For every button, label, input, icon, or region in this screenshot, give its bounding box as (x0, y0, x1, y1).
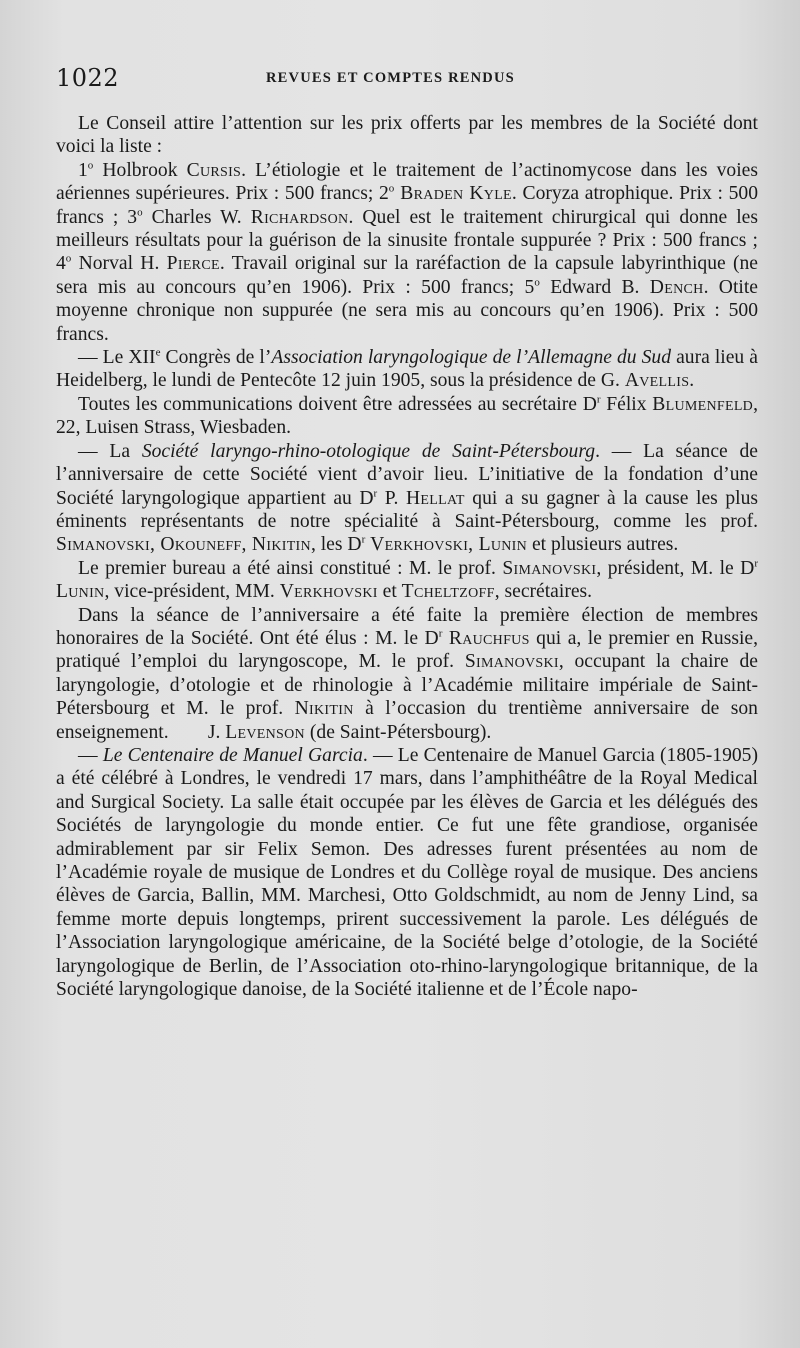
paragraph-centenaire-garcia: — Le Centenaire de Manuel Garcia. — Le Centenaire de Manuel Garcia (1805-1905) a été célébré à Londres, le vendredi 17 mars, dans l’amphithéâtre de la Royal Medical and Surgical Society. La salle était occupée par les élèves de Garcia et les délégués des Sociétés de laryngologie du monde entier. Ce fut une fête grandiose, organisée admirablement par sir Felix Semon. Des adresses furent présentées au nom de l’Académie royale de musique de Londres et du Collège royal de musique. Des anciens élèves de Garcia, Ballin, MM. Marchesi, Otto Goldschmidt, au nom de Jenny Lind, sa femme morte depuis longtemps, prirent successivement la parole. Les délégués de l’Association laryngologique américaine, de la Société belge d’otologie, de la Société laryngologique de Berlin, de l’Association oto-rhino-laryngologique britannique, de la Société laryngologique danoise, de la Société italienne et de l’École napo- (56, 744, 758, 1001)
paragraph-prize-list: 1$^o$ Holbrook Cursis. L’étiologie et le traitement de l’actinomycose dans les voies aériennes supérieures. Prix : 500 francs; 2$^o$ Braden Kyle. Coryza atrophique. Prix : 500 francs ; 3$^o$ Charles W. Richardson. Quel est le traitement chirurgical qui donne les meilleurs résultats pour la guérison de la sinusite frontale suppurée ? Prix : 500 francs ; 4$^o$ Norval H. Pierce. Travail original sur la raréfaction de la capsule labyrinthique (ne sera mis au concours qu’en 1906). Prix : 500 francs; 5$^o$ Edward B. Dench. Otite moyenne chronique non suppurée (ne sera mis au concours qu’en 1906). Prix : 500 francs. (56, 159, 759, 345)
page-number: 1022 (56, 64, 120, 92)
paragraph-membres-honoraires: Dans la séance de l’anniversaire a été faite la première élection de membres honoraires de la Société. Ont été élus : M. le $D^r$ Rauchfus qui a, le premier en Russie, pratiqué l’emploi du laryngoscope, M. le prof. Simanovski, occupant la chaire de laryngologie, d’otologie et de rhinologie à l’Académie militaire impériale de Saint-Pétersbourg et M. le prof. Nikitin à l’occasion du trentième anniversaire de son enseignement. J. Levenson (de Saint-Pétersbourg). (56, 604, 758, 743)
paragraph-societe-spb: — La Société laryngo-rhino-otologique de Saint-Pétersbourg. — La séance de l’anniversaire de cette Société vient d’avoir lieu. L’initiative de la fondation d’une Société laryngologique appartient au $D^r$ P. Hellat qui a su gagner à la cause les plus éminents représentants de notre spécialité à Saint-Pétersbourg, comme les prof. Simanovski, Okouneff, Nikitin, les $D^r$ Verkhovski, Lunin et plusieurs autres. (56, 440, 759, 556)
paragraph-bureau: Le premier bureau a été ainsi constitué : M. le prof. Simanovski, président, M. le $D^r$ Lunin, vice-président, MM. Verkhovski et Tcheltzoff, secrétaires. (56, 557, 758, 603)
page-body (56, 112, 758, 1001)
signature: J. Levenson (de Saint-Pétersbourg). (207, 721, 492, 743)
page-header (56, 64, 744, 94)
paragraph-communications: Toutes les communications doivent être adressées au secrétaire $D^r$ Félix Blumenfeld, 22, Luisen Strass, Wiesbaden. (56, 393, 758, 439)
paragraph-congres: — Le XIIe Congrès de l’Association laryngologique de l’Allemagne du Sud aura lieu à Heidelberg, le lundi de Pentecôte 12 juin 1905, sous la présidence de G. Avellis. (56, 346, 758, 392)
paragraph-prize-intro: Le Conseil attire l’attention sur les prix offerts par les membres de la Société dont voici la liste : (56, 113, 758, 158)
running-title: REVUES ET COMPTES RENDUS (266, 70, 515, 86)
